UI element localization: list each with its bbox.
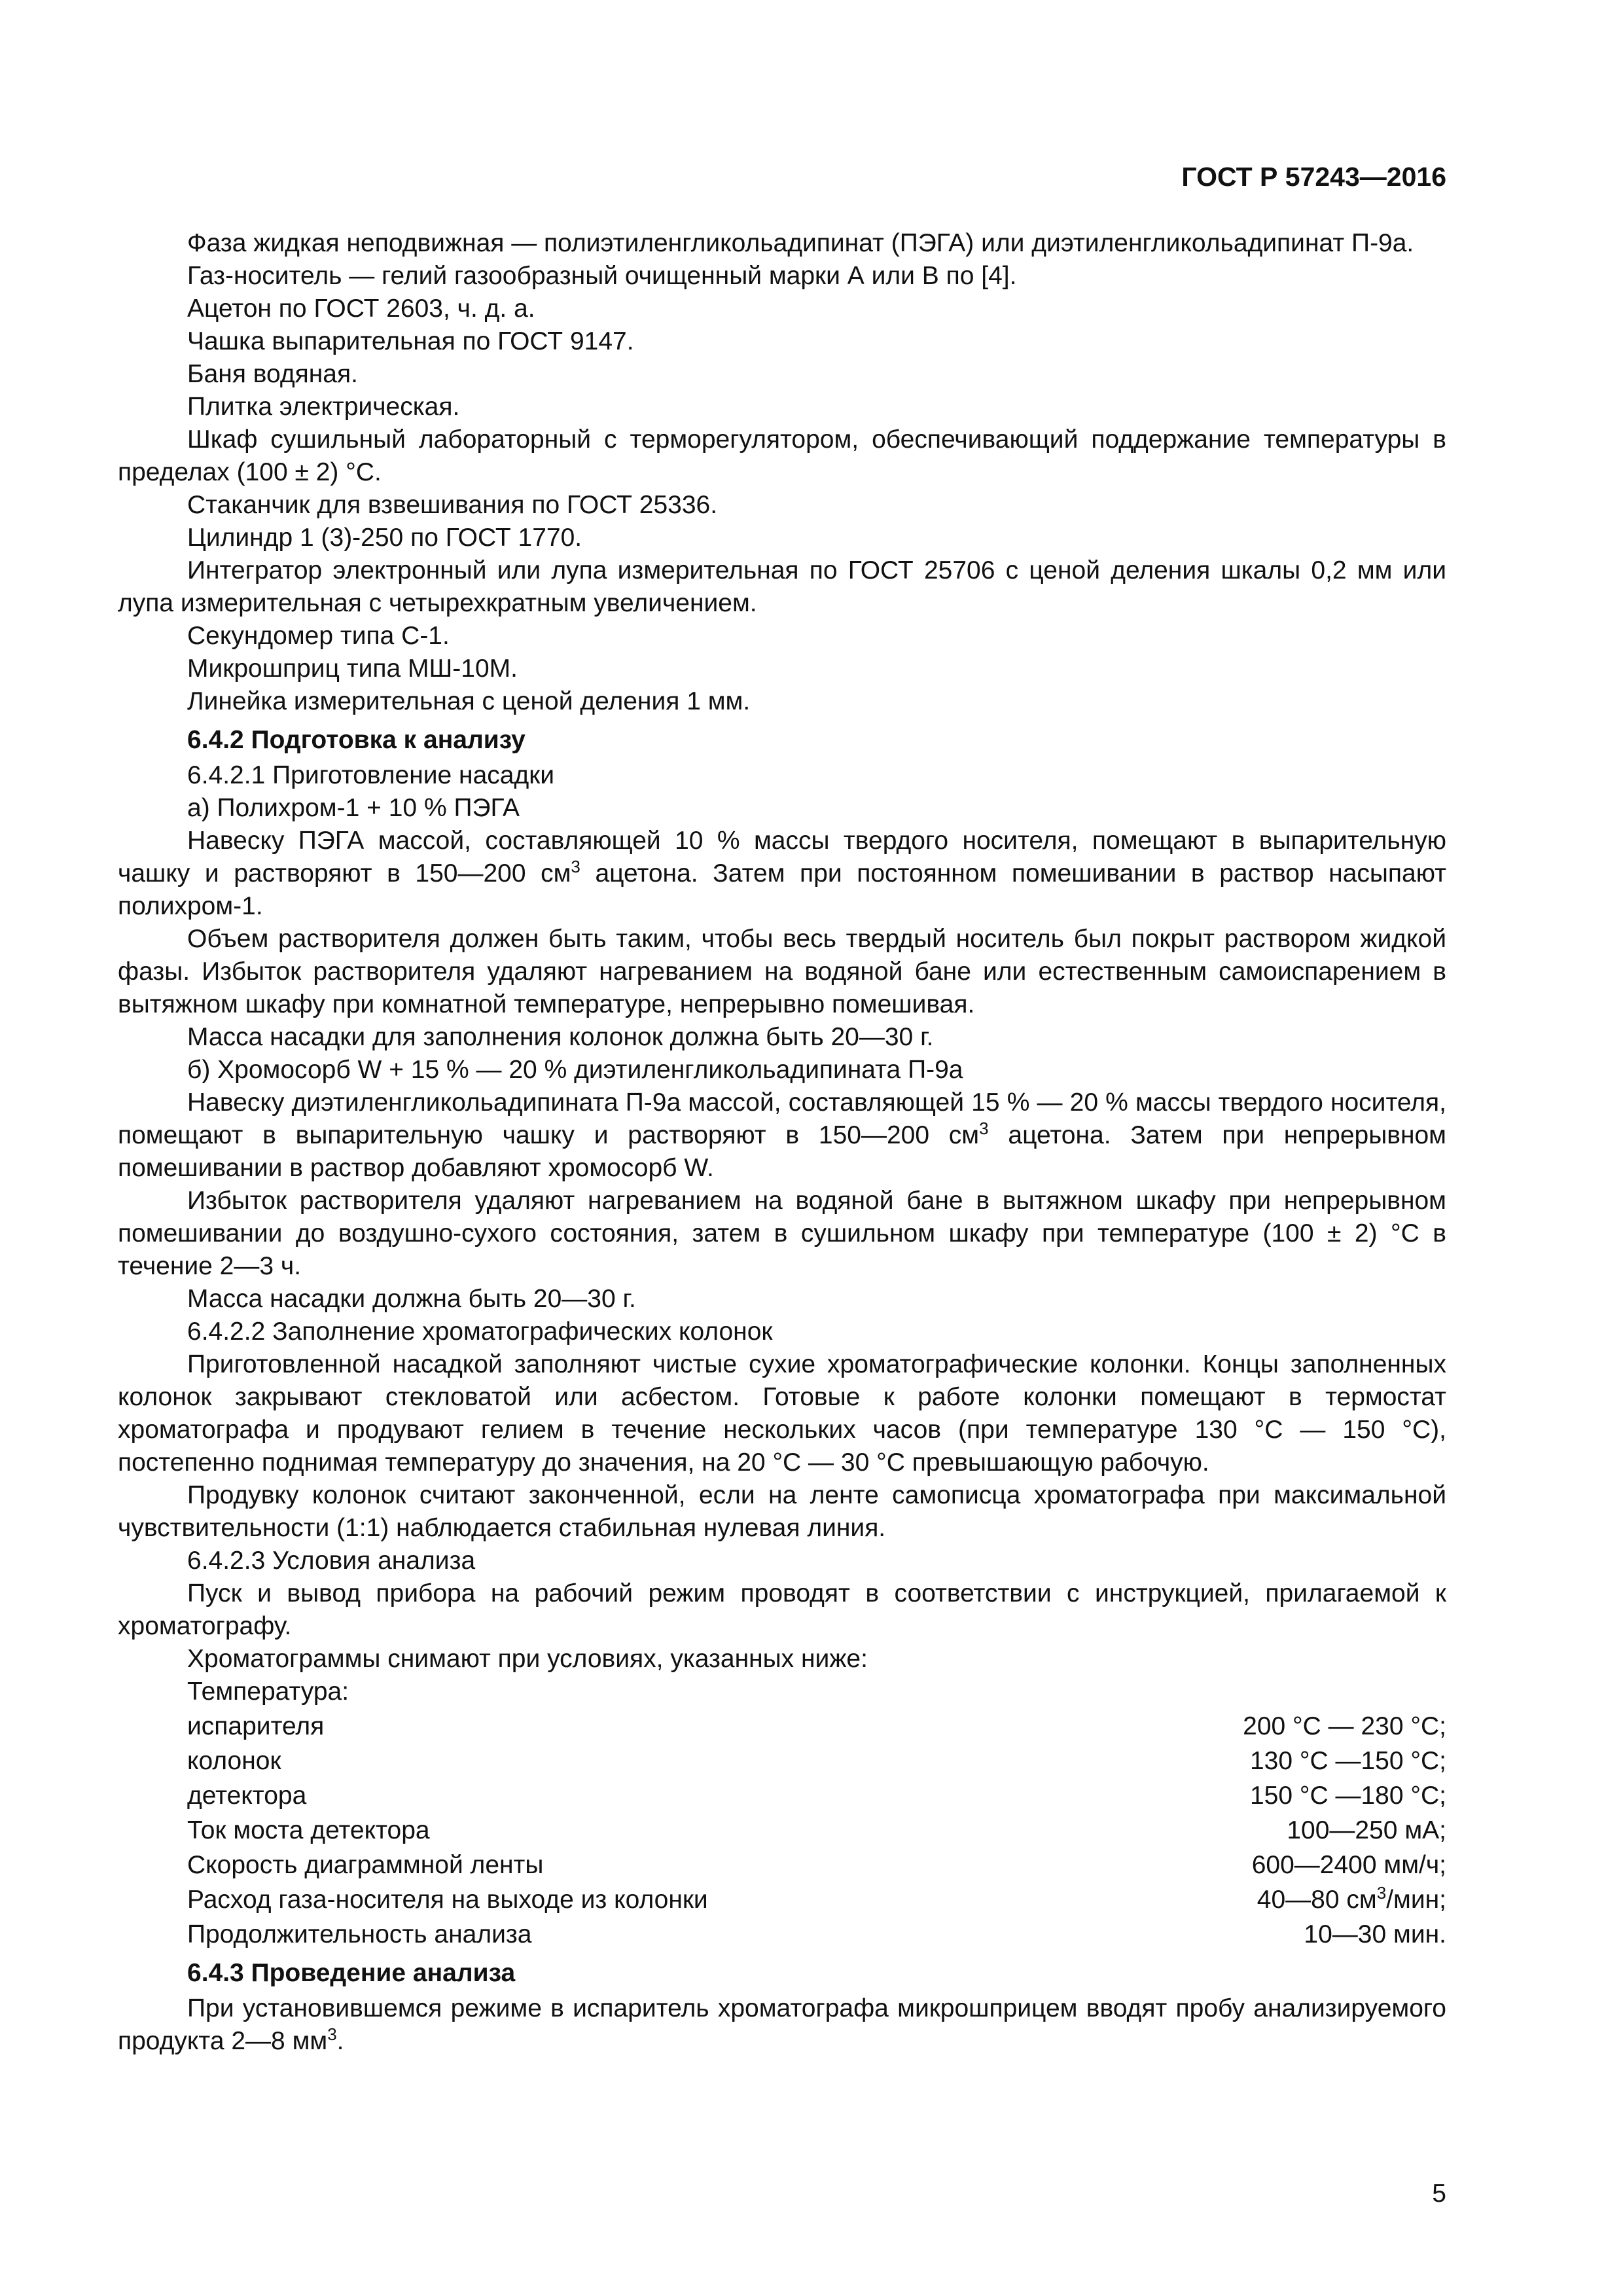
equipment-item: Цилиндр 1 (3)-250 по ГОСТ 1770.: [187, 524, 582, 552]
doc-code-header: ГОСТ Р 57243—2016: [1181, 162, 1446, 192]
paragraph: Приготовленной насадкой заполняют чистые сухие хроматографические колонки. Концы заполненных колонок закрывают стекловатой или асбестом. Готовые к работе колонки помещают в термостат хроматографа и продувают гелием в течение нескольких часов (при температуре 130 °С — 150 °С), постепенно поднимая температуру до значения, на 20 °С — 30 °С превышающую рабочую.: [118, 1350, 1446, 1477]
conditions-list: [118, 1710, 1446, 1951]
condition-value: 100—250 мА;: [1287, 1816, 1446, 1844]
condition-row: [118, 1884, 1446, 1916]
paragraph: Избыток растворителя удаляют нагреванием на водяной бане в вытяжном шкафу при непрерывном помешивании до воздушно-сухого состояния, затем в сушильном шкафу при температуре (100 ± 2) °С в течение 2—3 ч.: [118, 1187, 1446, 1280]
section-heading-6-4-2: 6.4.2 Подготовка к анализу: [187, 726, 526, 754]
condition-row: [118, 1780, 1446, 1812]
paragraph: Продувку колонок считают законченной, если на ленте самописца хроматографа при максимальной чувствительности (1:1) наблюдается стабильная нулевая линия.: [118, 1481, 1446, 1542]
paragraph: Масса насадки для заполнения колонок должна быть 20—30 г.: [187, 1023, 934, 1051]
equipment-list: [118, 227, 1446, 718]
condition-value: 130 °С —150 °С;: [1249, 1747, 1446, 1775]
condition-label: детектора: [187, 1782, 307, 1810]
paragraph: Объем растворителя должен быть таким, чтобы весь твердый носитель был покрыт раствором жидкой фазы. Избыток растворителя удаляют нагреванием на водяной бане или естественным самоиспарением в вытяжном шкафу при комнатной температуре, непрерывно помешивая.: [118, 925, 1446, 1018]
subsection-title-6-4-2-1: 6.4.2.1 Приготовление насадки: [187, 761, 555, 789]
condition-label: испарителя: [187, 1712, 325, 1740]
subsection-title-6-4-2-3: 6.4.2.3 Условия анализа: [187, 1547, 476, 1575]
equipment-item: Интегратор электронный или лупа измерительная по ГОСТ 25706 с ценой деления шкалы 0,2 мм или лупа измерительная с четырехкратным увеличением.: [118, 556, 1446, 617]
item-b-title: б) Хромосорб W + 15 % — 20 % диэтиленгликольадипината П-9а: [187, 1056, 963, 1084]
equipment-item: Баня водяная.: [187, 360, 358, 388]
paragraph: Навеску диэтиленгликольадипината П-9а массой, составляющей 15 % — 20 % массы твердого носителя, помещают в выпарительную чашку и растворяют в 150—200 $см^3$ ацетона. Затем при непрерывном помешивании в раствор добавляют хромосорб W.: [118, 1088, 1446, 1182]
condition-value: 600—2400 мм/ч;: [1251, 1851, 1446, 1879]
document-page: [118, 160, 1446, 2058]
condition-label: Ток моста детектора: [187, 1816, 430, 1844]
paragraph: Навеску ПЭГА массой, составляющей 10 % массы твердого носителя, помещают в выпарительную чашку и растворяют в 150—200 $см^3$ ацетона. Затем при постоянном помешивании в раствор насыпают полихром-1.: [118, 827, 1446, 920]
condition-label: Расход газа-носителя на выходе из колонки: [187, 1886, 708, 1914]
condition-label: Продолжительность анализа: [187, 1920, 532, 1948]
equipment-item: Чашка выпарительная по ГОСТ 9147.: [187, 327, 634, 355]
condition-value: 150 °С —180 °С;: [1249, 1782, 1446, 1810]
equipment-item: Шкаф сушильный лабораторный с терморегулятором, обеспечивающий поддержание температуры в пределах (100 ± 2) °С.: [118, 425, 1446, 486]
condition-label: колонок: [187, 1747, 281, 1775]
condition-value: 200 °С — 230 °С;: [1243, 1712, 1446, 1740]
condition-row: [118, 1918, 1446, 1951]
equipment-item: Фаза жидкая неподвижная — полиэтиленгликольадипинат (ПЭГА) или диэтиленгликольадипинат П-9а.: [187, 229, 1414, 257]
condition-value: 40—80 $см^3$/мин;: [1257, 1883, 1446, 1914]
equipment-item: Газ-носитель — гелий газообразный очищенный марки А или В по [4].: [187, 262, 1017, 290]
equipment-item: Ацетон по ГОСТ 2603, ч. д. а.: [187, 295, 535, 323]
equipment-item: Плитка электрическая.: [187, 393, 460, 421]
paragraph: Масса насадки должна быть 20—30 г.: [187, 1285, 636, 1313]
equipment-item: Микрошприц типа МШ-10М.: [187, 655, 518, 683]
condition-row: [118, 1745, 1446, 1778]
item-a-title: а) Полихром-1 + 10 % ПЭГА: [187, 794, 520, 822]
paragraph: При установившемся режиме в испаритель хроматографа микрошприцем вводят пробу анализируемого продукта 2—8 $мм^3$.: [118, 1994, 1446, 2055]
paragraph: Пуск и вывод прибора на рабочий режим проводят в соответствии с инструкцией, прилагаемой к хроматографу.: [118, 1579, 1446, 1640]
condition-value: 10—30 мин.: [1304, 1920, 1446, 1948]
equipment-item: Секундомер типа С-1.: [187, 622, 450, 650]
equipment-item: Стаканчик для взвешивания по ГОСТ 25336.: [187, 491, 718, 519]
condition-label: Скорость диаграммной ленты: [187, 1851, 544, 1879]
section-heading-6-4-3: 6.4.3 Проведение анализа: [187, 1959, 516, 1987]
subsection-title-6-4-2-2: 6.4.2.2 Заполнение хроматографических колонок: [187, 1318, 773, 1346]
condition-row: [118, 1849, 1446, 1882]
condition-row: [118, 1814, 1446, 1847]
page-number: 5: [1432, 2179, 1446, 2208]
equipment-item: Линейка измерительная с ценой деления 1 мм.: [187, 687, 751, 715]
paragraph: Хроматограммы снимают при условиях, указанных ниже:: [187, 1645, 868, 1673]
temperature-label: Температура:: [187, 1677, 349, 1706]
condition-row: [118, 1710, 1446, 1743]
